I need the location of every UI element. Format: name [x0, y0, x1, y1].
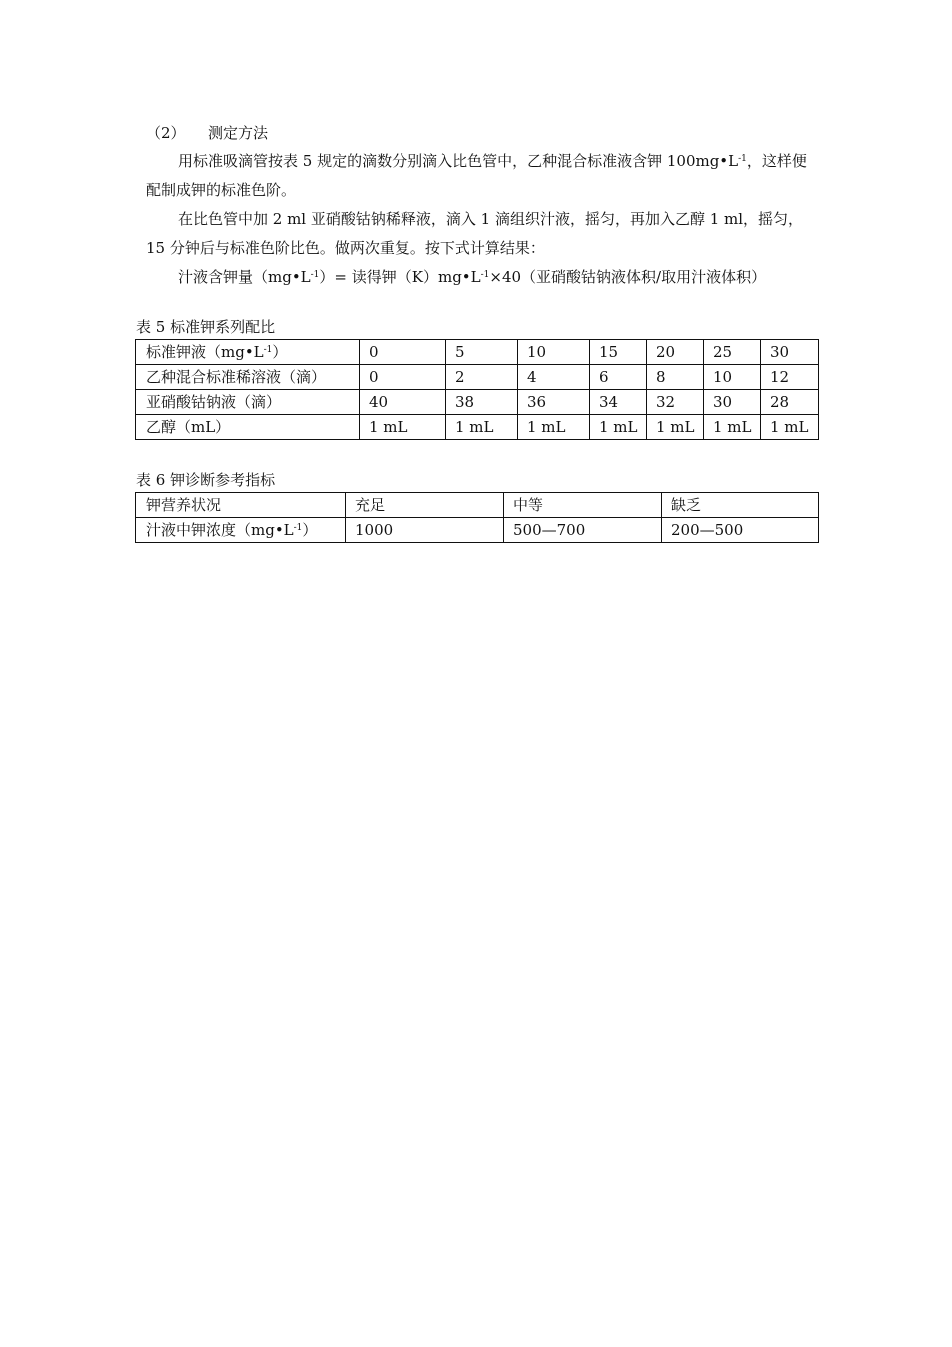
column-header: 缺乏 — [662, 493, 819, 518]
table-cell: 2 — [446, 365, 518, 390]
table-cell: 1 mL — [446, 415, 518, 440]
table-cell: 30 — [761, 340, 819, 365]
table-cell: 1 mL — [704, 415, 761, 440]
table-cell: 15 — [590, 340, 647, 365]
table-cell: 5 — [446, 340, 518, 365]
table-row — [136, 518, 819, 543]
table-cell: 12 — [761, 365, 819, 390]
table6-potassium-diagnosis-reference — [135, 492, 819, 543]
table-cell: 1 mL — [647, 415, 704, 440]
table5-caption: 表 5 标准钾系列配比 — [136, 318, 276, 336]
column-header: 钾营养状况 — [136, 493, 346, 518]
table-cell: 1 mL — [590, 415, 647, 440]
row-header: 汁液中钾浓度$(mg•L^{-1})$ — [136, 518, 346, 543]
table-cell: 8 — [647, 365, 704, 390]
table-cell: 20 — [647, 340, 704, 365]
table-cell: 25 — [704, 340, 761, 365]
table-cell: 200—500 — [662, 518, 819, 543]
table-cell: 38 — [446, 390, 518, 415]
table-cell: 28 — [761, 390, 819, 415]
table-cell: 32 — [647, 390, 704, 415]
table5-standard-potassium-series — [135, 339, 819, 440]
column-header: 中等 — [504, 493, 662, 518]
table-header-row — [136, 493, 819, 518]
table-cell: 4 — [518, 365, 590, 390]
table-cell: 34 — [590, 390, 647, 415]
paragraph-measurement-procedure: 在比色管中加 2 ml 亚硝酸钴钠稀释液，滴入 1 滴组织汁液，摇匀，再加入乙醇 1 ml，摇匀，15 分钟后与标准色阶比色。做两次重复。按下式计算结果： — [146, 210, 804, 257]
paragraph-calculation-formula: 汁液含钾量$(mg•L^{-1})=$ 读得钾$(K)mg•L^{-1}\times 40$（亚硝酸钴钠液体积/取用汁液体积） — [178, 268, 767, 286]
table-cell: 500—700 — [504, 518, 662, 543]
table-cell: 6 — [590, 365, 647, 390]
table-row — [136, 365, 819, 390]
row-header: 乙种混合标准稀溶液（滴） — [136, 365, 360, 390]
table-row — [136, 340, 819, 365]
table-cell: 30 — [704, 390, 761, 415]
table-cell: 40 — [360, 390, 446, 415]
table-cell: 1 mL — [761, 415, 819, 440]
section-heading — [146, 122, 268, 144]
section-number: （2） — [146, 124, 186, 142]
table-cell: 10 — [704, 365, 761, 390]
table-cell: 36 — [518, 390, 590, 415]
column-header: 充足 — [346, 493, 504, 518]
paragraph-standard-preparation: 用标准吸滴管按表 5 规定的滴数分别滴入比色管中，乙种混合标准液含钾 $100mg•L^{-1}$，这样便配制成钾的标准色阶。 — [146, 152, 807, 199]
table-cell: 10 — [518, 340, 590, 365]
section-title: 测定方法 — [208, 124, 269, 142]
table-cell: 1 mL — [360, 415, 446, 440]
table-cell: 0 — [360, 365, 446, 390]
row-header: 乙醇（mL） — [136, 415, 360, 440]
table-row — [136, 415, 819, 440]
table-cell: 1 mL — [518, 415, 590, 440]
row-header: 亚硝酸钴钠液（滴） — [136, 390, 360, 415]
table-cell: 0 — [360, 340, 446, 365]
row-header: 标准钾液$(mg•L^{-1})$ — [136, 340, 360, 365]
table-row — [136, 390, 819, 415]
table-cell: 1000 — [346, 518, 504, 543]
table6-caption: 表 6 钾诊断参考指标 — [136, 471, 276, 489]
